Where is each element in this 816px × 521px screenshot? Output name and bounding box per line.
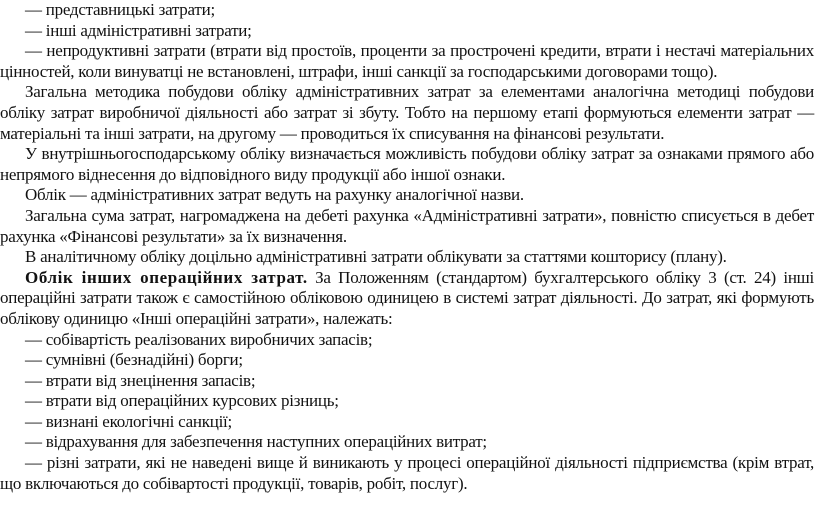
list-item: — втрати від операційних курсових різниць; [0, 391, 814, 412]
paragraph-internal-accounting: У внутрішньогосподарському обліку визначається можливість побудови обліку затрат за ознаками прямого або непрямого віднесення до відповідного виду продукції або іншої ознаки. [0, 144, 814, 184]
list-item: — різні затрати, які не наведені вище й виникають у процесі операційної діяльності підприємства (крім втрат, що включаються до собівартості продукції, товарів, робіт, послуг). [0, 453, 814, 494]
paragraph-general-method: Загальна методика побудови обліку адміністративних затрат за елементами аналогічна методиці побудови обліку затрат виробничої діяльності або затрат зі збуту. Тобто на першому етапі формуються елементи затрат — матеріальні та інші затрати, на другому — проводиться їх списування на фінансові результати. [0, 82, 814, 143]
list-item: — відрахування для забезпечення наступних операційних витрат; [0, 432, 814, 453]
list-item: — непродуктивні затрати (втрати від простоїв, проценти за прострочені кредити, втрати і нестачі матеріальних цінностей, коли винуватці не встановлені, штрафи, інші санкції за господарськими договорами тощо). [0, 41, 814, 82]
list-item: — визнані екологічні санкції; [0, 412, 814, 433]
list-item: — собівартість реалізованих виробничих запасів; [0, 330, 814, 351]
paragraph-text: За Положенням (стандартом) бухгалтерського обліку 3 (ст. 24) інші операційні затрати також є самостійною обліковою одиницею в системі затрат діяльності. До затрат, які формують облікову одиницю «Інші операційні затрати», належать: [0, 267, 814, 328]
list-item: — втрати від знецінення запасів; [0, 371, 814, 392]
paragraph-total-sum: Загальна сума затрат, нагромаджена на дебеті рахунка «Адміністративні затрати», повністю списується в дебет рахунка «Фінансові результати» за їх визначення. [0, 205, 814, 246]
section-heading: Облік інших операційних затрат. [25, 267, 308, 287]
paragraph-account: Облік — адміністративних затрат ведуть на рахунку аналогічної назви. [25, 185, 524, 205]
list-item: — представницькі затрати; [0, 0, 814, 21]
list-item: — сумнівні (безнадійні) борги; [0, 350, 814, 371]
paragraph-analytic: В аналітичному обліку доцільно адміністративні затрати облікувати за статтями кошторису (плану). [25, 247, 727, 267]
list-item: — інші адміністративні затрати; [0, 21, 814, 42]
paragraph-other-expenses [0, 268, 814, 330]
